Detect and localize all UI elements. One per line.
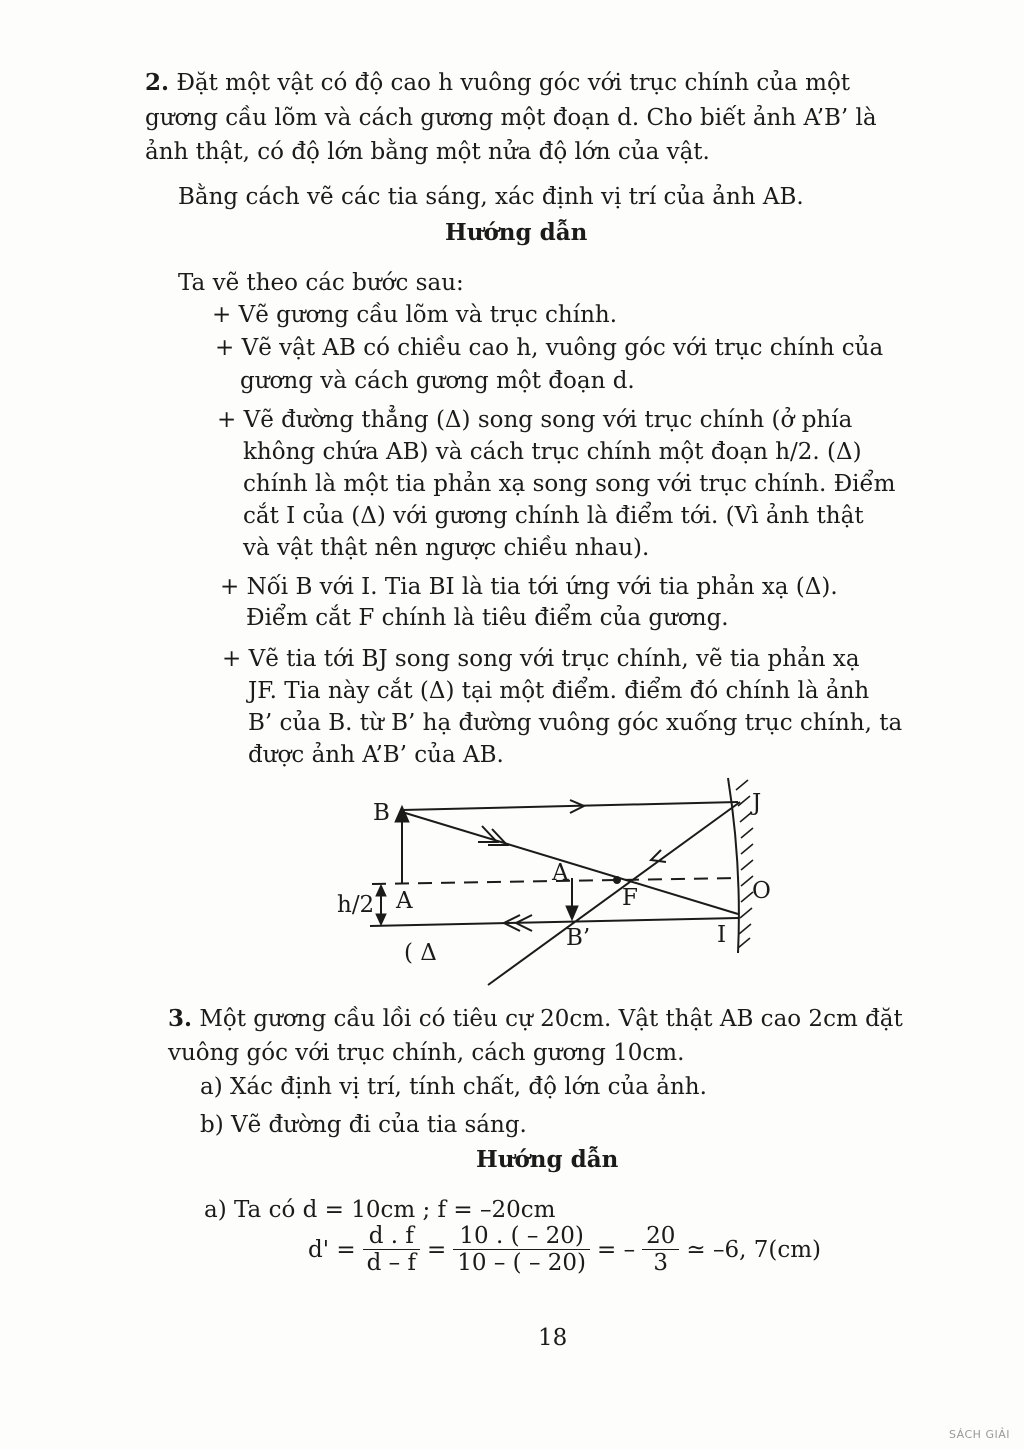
problem3-part-a: a) Xác định vị trí, tính chất, độ lớn của ảnh.	[200, 1074, 707, 1100]
step-line-2: + Vẽ vật AB có chiều cao h, vuông góc với trục chính của	[215, 335, 884, 361]
problem2-statement-2: gương cầu lõm và cách gương một đoạn d. Cho biết ảnh A’B’ là	[145, 105, 877, 131]
arrow-on-BJ	[570, 800, 584, 813]
step-line-14: được ảnh A’B’ của AB.	[248, 742, 504, 768]
arrow-on-delta-1	[504, 915, 520, 931]
ray-JF	[488, 802, 740, 985]
fraction-2-num: 10 . ( – 20)	[453, 1223, 590, 1250]
problem2-statement-3: ảnh thật, có độ lớn bằng một nửa độ lớn của vật.	[145, 139, 710, 165]
arrow-on-delta-2	[516, 915, 532, 931]
focus-point	[614, 877, 621, 884]
formula-eq2: = –	[597, 1236, 636, 1263]
label-I: I	[717, 922, 727, 948]
problem2-statement-4: Bằng cách vẽ các tia sáng, xác định vị trí của ảnh AB.	[178, 184, 804, 210]
arrow-on-BI-2	[488, 829, 507, 845]
problem3-guide-title: Hướng dẫn	[476, 1146, 619, 1173]
mirror-hatching	[736, 780, 753, 948]
fraction-3	[642, 1223, 679, 1276]
label-A-top: A	[552, 860, 569, 886]
step-line-1: + Vẽ gương cầu lõm và trục chính.	[212, 302, 618, 328]
ray-BI	[402, 812, 738, 914]
problem2-guide-title: Hướng dẫn	[445, 219, 588, 246]
label-B-prime: B’	[566, 925, 591, 951]
problem2-statement-1: Đặt một vật có độ cao h vuông góc với trục chính của một	[176, 70, 851, 96]
fraction-3-den: 3	[653, 1250, 669, 1276]
principal-axis	[372, 878, 740, 884]
arrow-B	[395, 806, 409, 822]
formula-eq1: =	[427, 1236, 447, 1263]
page-number: 18	[538, 1325, 568, 1351]
label-B: B	[373, 800, 390, 826]
fraction-1	[363, 1223, 420, 1276]
problem3-statement-2: vuông góc với trục chính, cách gương 10cm.	[168, 1040, 685, 1066]
arrow-on-BI-1	[478, 826, 497, 842]
ray-BJ	[402, 802, 738, 810]
step-line-5: không chứa AB) và cách trục chính một đoạn h/2. (Δ)	[243, 439, 862, 465]
step-line-6: chính là một tia phản xạ song song với trục chính. Điểm	[243, 471, 896, 497]
problem3-given: a) Ta có d = 10cm ; f = –20cm	[204, 1197, 556, 1223]
step-line-7: cắt I của (Δ) với gương chính là điểm tới. (Vì ảnh thật	[243, 503, 864, 529]
problem3-part-b: b) Vẽ đường đi của tia sáng.	[200, 1112, 527, 1138]
fraction-1-num: d . f	[363, 1223, 420, 1250]
step-line-12: JF. Tia này cắt (Δ) tại một điểm. điểm đó chính là ảnh	[248, 678, 870, 704]
steps-intro: Ta vẽ theo các bước sau:	[178, 270, 464, 296]
arrow-image	[566, 906, 578, 920]
line-delta	[370, 918, 738, 926]
fraction-2-den: 10 – ( – 20)	[457, 1250, 587, 1276]
problem3-statement-1: Một gương cầu lồi có tiêu cự 20cm. Vật thật AB cao 2cm đặt	[199, 1006, 903, 1032]
fraction-3-num: 20	[642, 1223, 679, 1250]
label-delta: ( Δ	[404, 940, 437, 966]
label-h2: h/2	[337, 892, 375, 918]
step-line-9: + Nối B với I. Tia BI là tia tới ứng với tia phản xạ (Δ).	[220, 574, 838, 600]
problem2-line-1	[145, 68, 850, 98]
concave-mirror	[728, 778, 739, 953]
step-line-10: Điểm cắt F chính là tiêu điểm của gương.	[246, 605, 729, 631]
problem2-number: 2.	[145, 69, 170, 96]
problem3-number: 3.	[168, 1005, 193, 1032]
label-A: A	[396, 888, 413, 914]
label-J: J	[752, 790, 762, 816]
problem3-line-1	[168, 1004, 903, 1034]
step-line-3: gương và cách gương một đoạn d.	[240, 368, 635, 394]
step-line-4: + Vẽ đường thẳng (Δ) song song với trục chính (ở phía	[217, 407, 853, 433]
arrow-on-JF	[651, 850, 666, 862]
step-line-13: B’ của B. từ B’ hạ đường vuông góc xuống trục chính, ta	[248, 710, 903, 736]
fraction-2	[453, 1223, 590, 1276]
focal-formula	[305, 1223, 824, 1276]
step-line-8: và vật thật nên ngược chiều nhau).	[243, 535, 650, 561]
arrow-h2-up	[376, 885, 386, 896]
watermark-logo: SÁCH GIẢI	[948, 1428, 1010, 1441]
label-F: F	[622, 885, 638, 911]
formula-result: ≃ –6, 7(cm)	[686, 1236, 821, 1263]
step-line-11: + Vẽ tia tới BJ song song với trục chính, vẽ tia phản xạ	[222, 646, 860, 672]
fraction-1-den: d – f	[366, 1250, 416, 1276]
label-O: O	[752, 878, 771, 904]
formula-lhs: d' =	[308, 1236, 356, 1263]
arrow-h2-down	[376, 914, 386, 925]
